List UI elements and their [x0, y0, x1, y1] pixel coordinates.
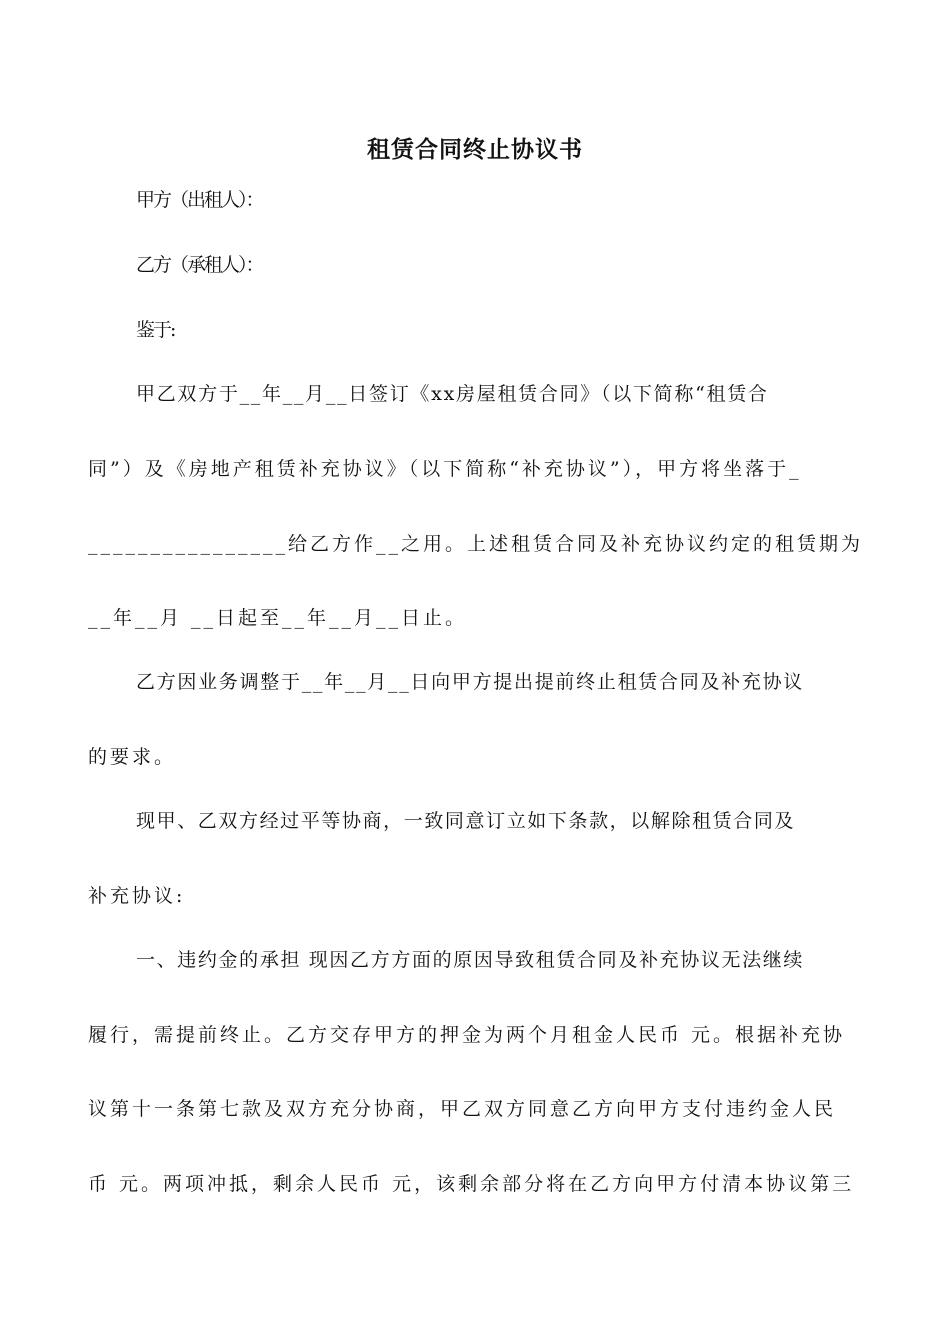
- paragraph-line: 甲乙双方于__年__月__日签订《xx房屋租赁合同》（以下简称“租赁合: [136, 383, 769, 405]
- paragraph-line: 同”）及《房地产租赁补充协议》（以下简称“补充协议”），甲方将坐落于_: [88, 458, 802, 480]
- paragraph-line: __年__月 __日起至__年__月__日止。: [88, 607, 468, 629]
- paragraph-line: 的要求。: [88, 746, 177, 768]
- clause-line: 履行，需提前终止。乙方交存甲方的押金为两个月租金人民币 元。根据补充协: [88, 1024, 846, 1046]
- whereas-line: 鉴于:: [136, 319, 175, 341]
- party-a-line: 甲方（出租人）：: [136, 189, 263, 211]
- paragraph-line: 乙方因业务调整于__年__月__日向甲方提出提前终止租赁合同及补充协议: [136, 671, 805, 693]
- clause-line: 议第十一条第七款及双方充分协商，甲乙双方同意乙方向甲方支付违约金人民: [88, 1098, 837, 1120]
- clause-line: 一、违约金的承担 现因乙方方面的原因导致租赁合同及补充协议无法继续: [136, 949, 805, 971]
- document-title: 租赁合同终止协议书: [367, 136, 583, 163]
- party-b-line: 乙方（承租人）：: [136, 254, 263, 276]
- paragraph-line: ________________给乙方作__之用。上述租赁合同及补充协议约定的租赁期为: [88, 533, 864, 555]
- paragraph-line: 补充协议:: [88, 885, 186, 907]
- paragraph-line: 现甲、乙双方经过平等协商，一致同意订立如下条款，以解除租赁合同及: [136, 810, 796, 832]
- clause-line: 币 元。两项冲抵，剩余人民币 元，该剩余部分将在乙方向甲方付清本协议第三: [88, 1173, 855, 1195]
